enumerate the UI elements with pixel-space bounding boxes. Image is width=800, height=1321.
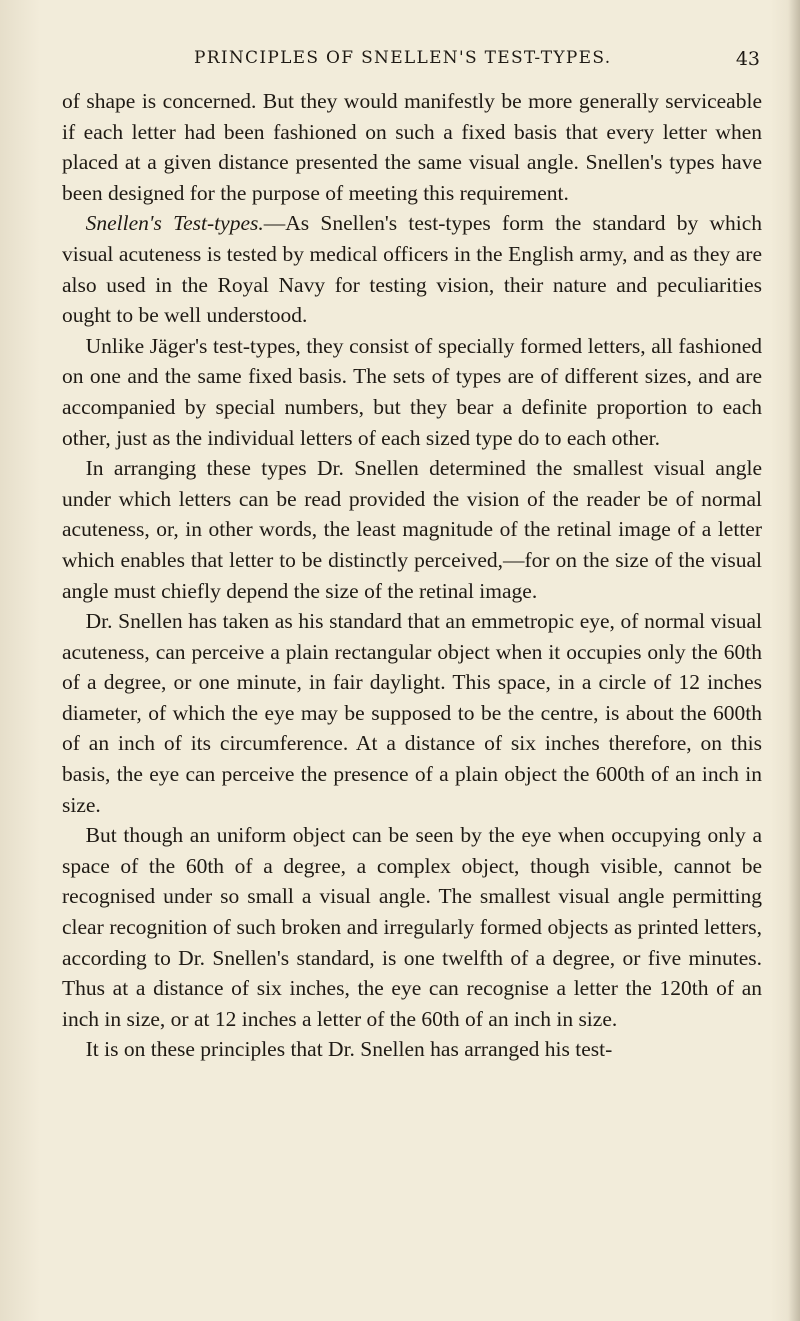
- paragraph: But though an uniform object can be seen by the eye when occupying only a space of the 60th of a degree, a complex object, though visible, cannot be recognised under so small a visual angle. The smallest visual angle permitting clear recognition of such broken and irregularly formed objects as printed letters, according to Dr. Snellen's standard, is one twelfth of a degree, or five minutes. Thus at a distance of six inches, the eye can recognise a letter the 120th of an inch in size, or at 12 inches a letter of the 60th of an inch in size.: [62, 823, 762, 1031]
- paragraph: Dr. Snellen has taken as his standard that an emmetropic eye, of normal visual acuteness, can perceive a plain rectangular object when it occupies only the 60th of a degree, or one minute, in fair daylight. This space, in a circle of 12 inches diameter, of which the eye may be supposed to be the centre, is about the 600th of an inch of its circumference. At a distance of six inches therefore, on this basis, the eye can perceive the presence of a plain object the 600th of an inch in size.: [62, 609, 762, 817]
- running-head: PRINCIPLES OF SNELLEN'S TEST-TYPES.: [194, 48, 612, 68]
- paragraph: In arranging these types Dr. Snellen determined the smallest visual angle under which letters can be read provided the vision of the reader be of normal acuteness, or, in other words, the least magnitude of the retinal image of a letter which enables that letter to be distinctly perceived,—for on the size of the visual angle must chiefly depend the size of the retinal image.: [62, 456, 762, 603]
- paragraph: [62, 208, 762, 330]
- paragraph-text: —As Snellen's test-types form the standard by which visual acuteness is tested by medical officers in the English army, and as they are also used in the Royal Navy for testing vision, their nature and peculiarities ought to be well understood.: [62, 211, 762, 328]
- paragraph: Unlike Jäger's test-types, they consist of specially formed letters, all fashioned on one and the same fixed basis. The sets of types are of different sizes, and are accompanied by special numbers, but they bear a definite proportion to each other, just as the individual letters of each sized type do to each other.: [62, 333, 762, 450]
- section-heading: Snellen's Test-types.: [85, 211, 264, 236]
- page-header: [60, 48, 760, 78]
- page-edge-shadow: [788, 0, 800, 1321]
- paragraph: It is on these principles that Dr. Snellen has arranged his test-: [85, 1037, 613, 1062]
- paragraph: of shape is concerned. But they would manifestly be more generally serviceable if each letter had been fashioned on such a fixed basis that every letter when placed at a given distance presented the same visual angle. Snellen's types have been designed for the purpose of meeting this requirement.: [62, 89, 762, 205]
- page-number: 43: [735, 48, 760, 70]
- body-text: [62, 86, 762, 1065]
